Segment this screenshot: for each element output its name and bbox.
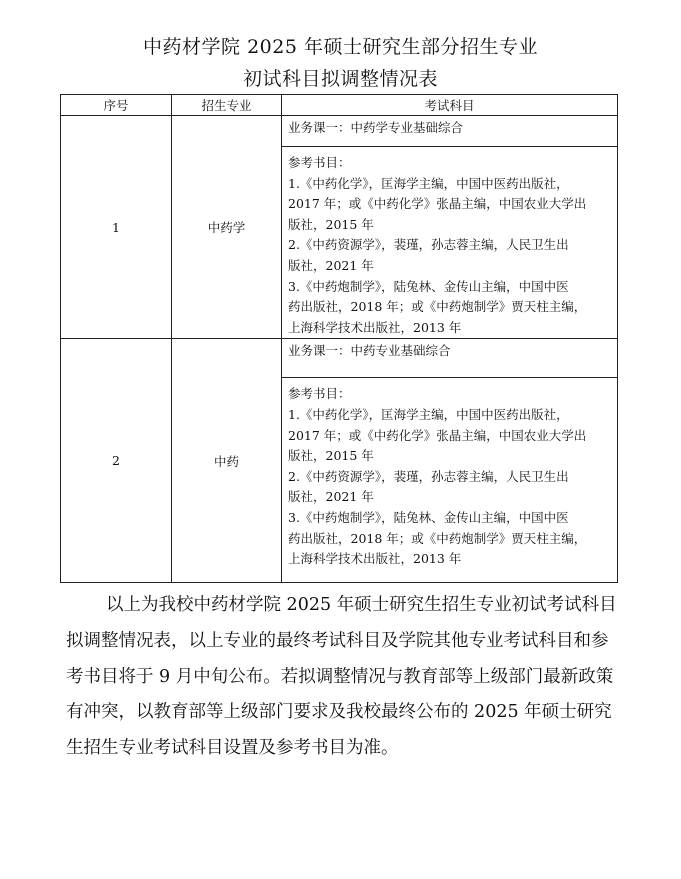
book-line: 2017 年；或《中药化学》张晶主编，中国农业大学出 xyxy=(288,196,587,212)
books-title: 参考书目： xyxy=(288,155,351,170)
header-major: 招生专业 xyxy=(172,95,282,116)
row-reference-books xyxy=(282,147,618,339)
table-row xyxy=(61,339,618,378)
book-line: 1.《中药化学》，匡海学主编，中国中医药出版社， xyxy=(288,175,569,191)
book-line: 版社，2021 年 xyxy=(288,257,374,273)
row-reference-books xyxy=(282,378,618,583)
notice-paragraph xyxy=(66,588,623,767)
book-line: 药出版社，2018 年；或《中药炮制学》贾天柱主编， xyxy=(288,299,587,315)
book-line: 3.《中药炮制学》，陆兔林、金传山主编，中国中医 xyxy=(288,278,569,294)
row-major: 中药 xyxy=(172,339,282,583)
book-line: 1.《中药化学》，匡海学主编，中国中医药出版社， xyxy=(288,406,569,422)
book-line: 版社，2015 年 xyxy=(288,216,374,232)
document-title-line-1: 中药材学院 2025 年硕士研究生部分招生专业 xyxy=(143,36,538,58)
table-row xyxy=(61,116,618,147)
books-title: 参考书目： xyxy=(288,386,351,402)
book-line: 上海科学技术出版社，2013 年 xyxy=(288,319,462,335)
book-line: 药出版社，2018 年；或《中药炮制学》贾天柱主编， xyxy=(288,530,587,546)
exam-subjects-table xyxy=(60,94,618,583)
document-title-line-2: 初试科目拟调整情况表 xyxy=(242,68,438,90)
book-line: 2.《中药资源学》，裴瑾，孙志蓉主编，人民卫生出 xyxy=(288,237,569,253)
header-subjects: 考试科目 xyxy=(282,95,618,116)
row-index: 2 xyxy=(61,339,172,583)
row-subject: 业务课一：中药专业基础综合 xyxy=(282,339,618,378)
row-index: 1 xyxy=(61,116,172,339)
table-header-row xyxy=(61,95,618,116)
book-line: 上海科学技术出版社，2013 年 xyxy=(288,551,462,567)
book-line: 版社，2015 年 xyxy=(288,448,374,464)
notice-paragraph-text: 以上为我校中药材学院 2025 年硕士研究生招生专业初试考试科目拟调整情况表，以上专业的最终考试科目及学院其他专业考试科目和参考书目将于 9 月中旬公布。若拟调整情况与教育部等上级部门最新政策有冲突，以教育部等上级部门要求及我校最终公布的 2025 年硕士研究生招生专业考试科目设置及参考书目为准。 xyxy=(66,595,617,759)
book-line: 2017 年；或《中药化学》张晶主编，中国农业大学出 xyxy=(288,427,587,443)
book-line: 2.《中药资源学》，裴瑾，孙志蓉主编，人民卫生出 xyxy=(288,468,569,484)
book-line: 3.《中药炮制学》，陆兔林、金传山主编，中国中医 xyxy=(288,509,569,525)
header-index: 序号 xyxy=(61,95,172,116)
row-major: 中药学 xyxy=(172,116,282,339)
book-line: 版社，2021 年 xyxy=(288,489,374,505)
row-subject: 业务课一：中药学专业基础综合 xyxy=(282,116,618,147)
